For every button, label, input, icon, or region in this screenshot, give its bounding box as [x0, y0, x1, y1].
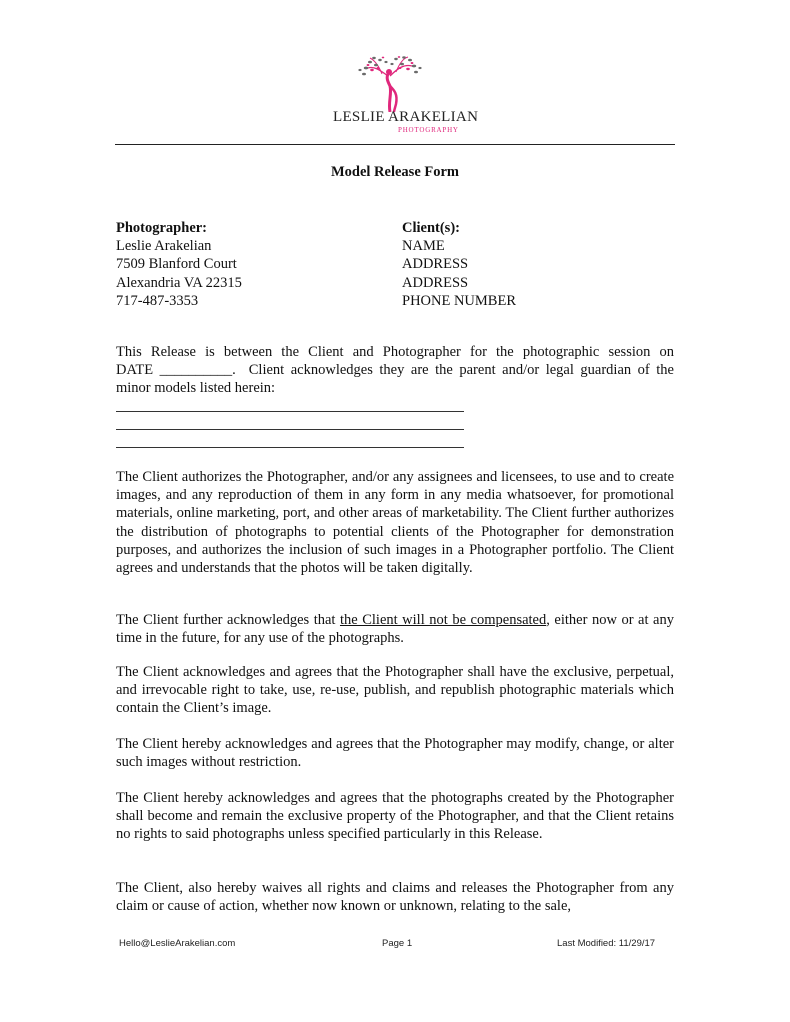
- compensation-tail: , either now or at any time in the future, for any use of the photographs.: [116, 612, 674, 647]
- tree-woman-logo-icon: [330, 56, 480, 112]
- client-address-2: ADDRESS: [402, 274, 469, 291]
- photographer-city: Alexandria VA 22315: [116, 274, 242, 291]
- minor-name-line-1[interactable]: [116, 411, 464, 412]
- compensation-lead: The Client further acknowledges that: [116, 612, 340, 628]
- photographer-block: [116, 219, 242, 310]
- compensation-text: [116, 611, 674, 647]
- intro-line-2: DATE __________. Client acknowledges they are the parent and/or legal guardian of the: [116, 362, 674, 379]
- compensation-underlined: the Client will not be compensated: [339, 612, 547, 628]
- logo-subtitle: PHOTOGRAPHY: [398, 126, 459, 134]
- photographer-street: 7509 Blanford Court: [116, 256, 237, 273]
- minor-name-line-2[interactable]: [116, 429, 464, 430]
- logo-name: LESLIE ARAKELIAN: [333, 109, 479, 125]
- minor-name-line-3[interactable]: [116, 447, 464, 448]
- modify-text: The Client hereby acknowledges and agrees that the Photographer may modify, change, or alter such images without restriction.: [116, 736, 674, 771]
- footer-email: Hello@LeslieArakelian.com: [119, 938, 236, 949]
- photographer-heading: Photographer:: [116, 220, 208, 236]
- client-heading: Client(s):: [402, 220, 460, 236]
- client-address-1: ADDRESS: [402, 256, 469, 273]
- header-divider: [115, 144, 675, 145]
- property-text: The Client hereby acknowledges and agrees that the photographs created by the Photographer shall become and remain the exclusive property of the Photographer, and that the Client retains no rights to said photographs unless specified particularly in this Release.: [116, 790, 674, 843]
- property-paragraph: [116, 789, 674, 844]
- document-title: Model Release Form: [330, 164, 460, 180]
- footer-last-modified: Last Modified: 11/29/17: [557, 938, 656, 949]
- exclusive-rights-paragraph: [116, 663, 674, 718]
- photographer-phone: 717-487-3353: [116, 292, 199, 309]
- footer-page-number: Page 1: [382, 938, 413, 949]
- waiver-paragraph: [116, 879, 674, 915]
- intro-line-3: minor models listed herein:: [116, 380, 276, 397]
- client-name: NAME: [402, 238, 445, 255]
- waiver-text: The Client, also hereby waives all rights and claims and releases the Photographer from any claim or cause of action, whether now known or unknown, relating to the sale,: [116, 880, 674, 915]
- intro-paragraph: [116, 343, 674, 398]
- client-phone: PHONE NUMBER: [402, 292, 516, 309]
- client-block: [402, 219, 516, 310]
- compensation-paragraph: [116, 611, 674, 647]
- authorization-text: The Client authorizes the Photographer, and/or any assignees and licensees, to use and to create images, and any reproduction of them in any form in any media whatsoever, for promotional materials, online marketing, port, and other areas of marketability. The Client further authorizes the distribution of photographs to potential clients of the Photographer for demonstration purposes, and authorizes the inclusion of such images in a Photographer portfolio. The Client agrees and understands that the photos will be taken digitally.: [116, 469, 674, 577]
- modify-paragraph: [116, 735, 674, 771]
- intro-line-1: This Release is between the Client and Photographer for the photographic session on: [116, 344, 674, 360]
- brand-logo: [330, 56, 480, 136]
- authorization-paragraph: [116, 468, 674, 577]
- exclusive-rights-text: The Client acknowledges and agrees that the Photographer shall have the exclusive, perpetual, and irrevocable right to take, use, re-use, publish, and republish photographic materials which contain the Client’s image.: [116, 664, 674, 717]
- photographer-name: Leslie Arakelian: [116, 238, 212, 255]
